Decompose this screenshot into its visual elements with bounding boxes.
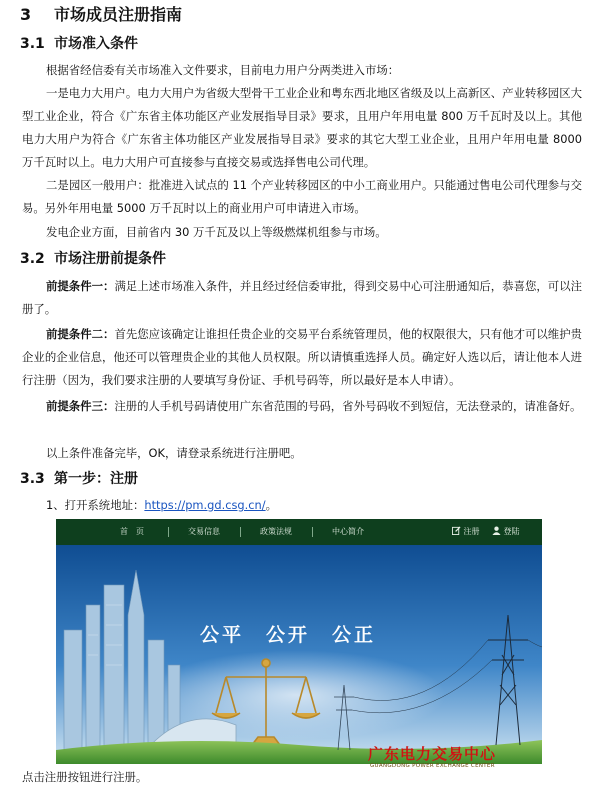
website-screenshot [56, 519, 542, 769]
figure-caption: 点击注册按钮进行注册。 [22, 770, 148, 784]
register-button[interactable] [452, 519, 480, 545]
condition-paragraph [22, 323, 582, 392]
condition-label: 前提条件二： [46, 327, 115, 341]
nav-item-home[interactable]: 首 页 [120, 527, 144, 536]
user-icon [492, 526, 501, 535]
condition-text: 满足上述市场准入条件，并且经过经信委审批，得到交易中心可注册通知后，恭喜您，可以注册了。 [22, 279, 582, 316]
banner-slogan: 公平 公开 公正 [200, 624, 377, 646]
banner-illustration [56, 545, 542, 764]
edit-icon [452, 526, 461, 535]
login-button[interactable] [492, 519, 520, 545]
chapter-title: 市场成员注册指南 [54, 5, 183, 24]
exchange-logo-text: 广东电力交易中心 [368, 745, 497, 763]
paragraph: 根据省经信委有关市场准入文件要求，目前电力用户分两类进入市场： [46, 63, 400, 77]
section-3-3-heading [20, 468, 138, 488]
section-title: 市场注册前提条件 [54, 251, 166, 267]
section-3-2-heading [20, 248, 166, 268]
section-title: 市场准入条件 [54, 36, 138, 52]
condition-text: 首先您应该确定让谁担任贵企业的交易平台系统管理员，他的权限很大，只有他才可以维护贵企业的企业信息，他还可以管理贵企业的其他人员权限。所以请慎重选择人员。确定好人选以后，请让他本人进行注册（因为，我们要求注册的人要填写身份证、手机号码等，所以最好是本人申请）。 [22, 327, 582, 387]
system-url-link[interactable]: https://pm.gd.csg.cn/ [144, 498, 266, 512]
section-number: 3.1 [20, 36, 45, 52]
condition-label: 前提条件一： [46, 279, 115, 293]
condition-label: 前提条件三： [46, 399, 115, 413]
hero-banner [56, 545, 542, 769]
login-label: 登陆 [503, 527, 520, 536]
exchange-logo-subtext: GUANGDONG POWER EXCHANGE CENTER [370, 763, 495, 769]
nav-item-about[interactable]: 中心简介 [332, 527, 364, 536]
section-title: 第一步：注册 [54, 471, 138, 487]
section-number: 3.3 [20, 471, 45, 487]
condition-paragraph [22, 395, 582, 418]
section-3-1-heading [20, 33, 138, 53]
condition-text: 注册的人手机号码请使用广东省范围的号码，省外号码收不到短信，无法登录的，请准备好。 [114, 399, 582, 413]
register-label: 注册 [463, 527, 480, 536]
step-prefix: 1、打开系统地址： [46, 498, 145, 512]
nav-item-policies[interactable]: 政策法规 [260, 527, 292, 536]
paragraph: 二是园区一般用户：批准进入试点的 11 个产业转移园区的中小工商业用户。只能通过售电公司代理参与交易。另外年用电量 5000 万千瓦时以上的商业用户可申请进入市场。 [22, 178, 582, 215]
step-suffix: 。 [265, 498, 278, 512]
chapter-number: 3 [20, 5, 32, 24]
chapter-heading [20, 2, 182, 25]
step-paragraph [22, 494, 582, 517]
condition-paragraph [22, 275, 582, 321]
paragraph: 一是电力大用户。电力大用户为省级大型骨干工业企业和粤东西北地区省级及以上高新区、产业转移园区大型工业企业，符合《广东省主体功能区产业发展指导目录》要求，且用户年用电量 800 万千瓦时及以上。其他电力大用户为符合《广东省主体功能区产业发展指导目录》要求的其它大型工业企业，且用户年用电量 8000 万千瓦时以上。电力大用户可直接参与直接交易或选择售电公司代理。 [22, 86, 582, 169]
paragraph: 发电企业方面，目前省内 30 万千瓦及以上等级燃煤机组参与市场。 [46, 225, 387, 239]
paragraph: 以上条件准备完毕，OK，请登录系统进行注册吧。 [46, 446, 302, 460]
site-nav-bar [56, 519, 542, 545]
nav-item-trade-info[interactable]: 交易信息 [188, 527, 220, 536]
section-number: 3.2 [20, 251, 45, 267]
